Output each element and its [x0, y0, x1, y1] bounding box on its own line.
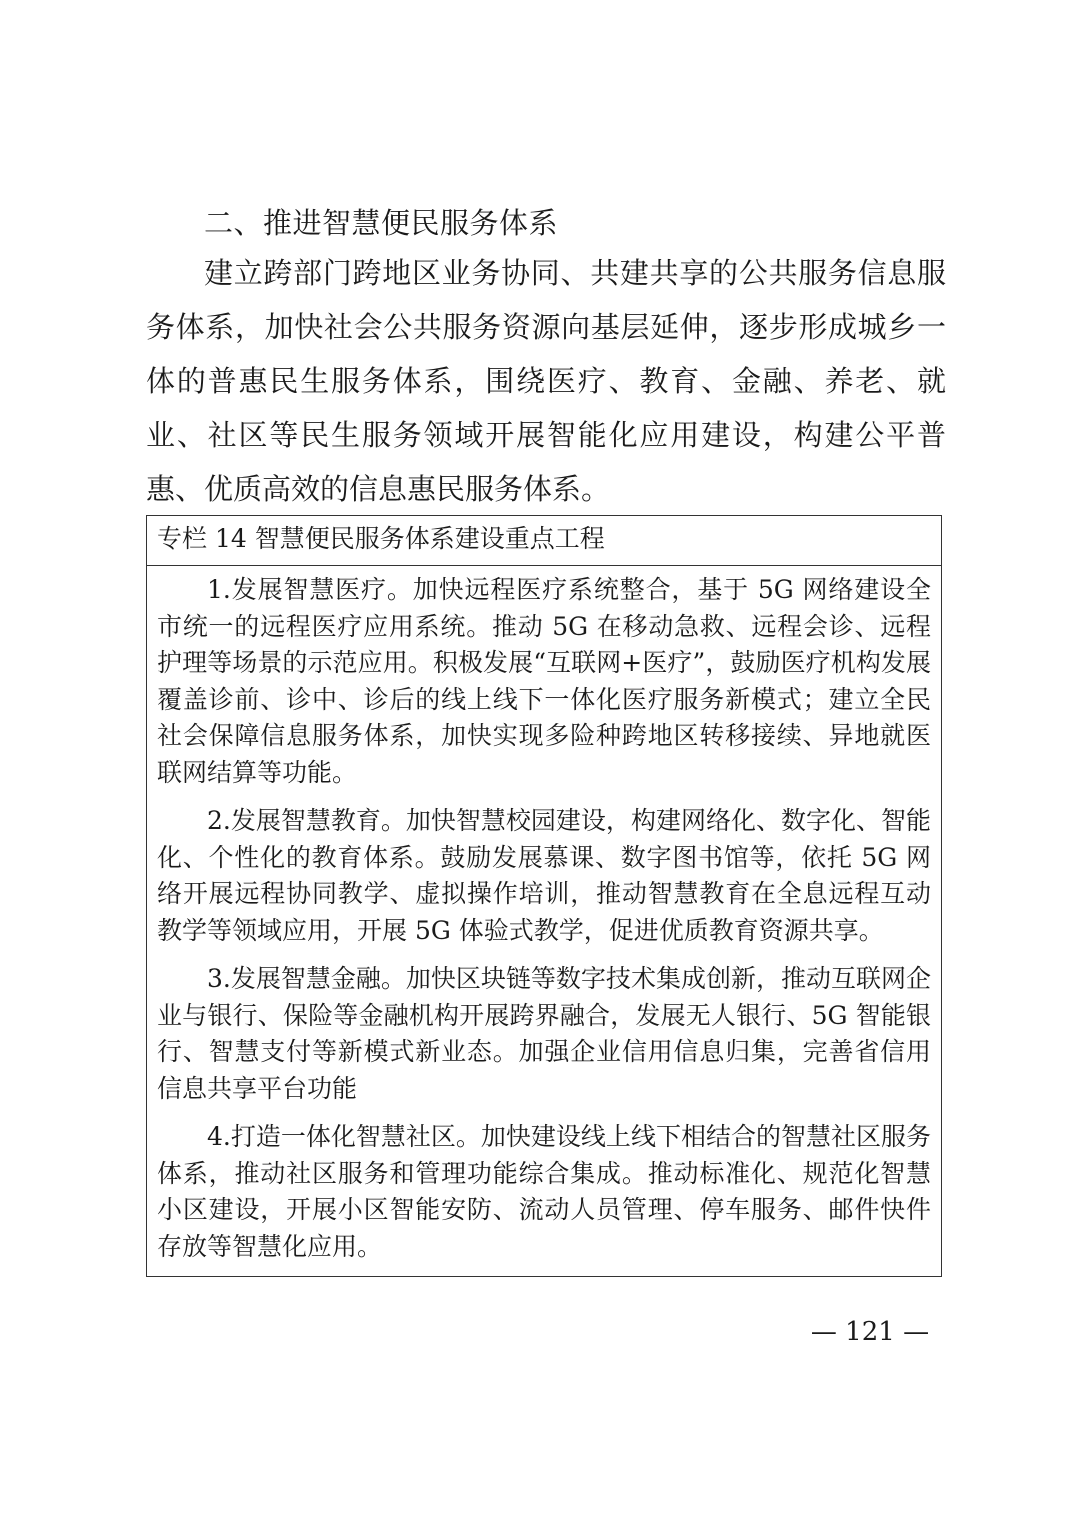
item-smart-healthcare: 1.发展智慧医疗。加快远程医疗系统整合，基于 5G 网络建设全市统一的远程医疗应用系统。推动 5G 在移动急救、远程会诊、远程护理等场景的示范应用。积极发展“互联网+医疗”，鼓励医疗机构发展覆盖诊前、诊中、诊后的线上线下一体化医疗服务新模式；建立全民社会保障信息服务体系，加快实现多险种跨地区转移接续、异地就医联网结算等功能。	[157, 575, 931, 787]
column-box-body	[147, 566, 941, 1265]
intro-paragraph: 建立跨部门跨地区业务协同、共建共享的公共服务信息服务体系，加快社会公共服务资源向基层延伸，逐步形成城乡一体的普惠民生服务体系，围绕医疗、教育、金融、养老、就业、社区等民生服务领域开展智能化应用建设，构建公平普惠、优质高效的信息惠民服务体系。	[146, 256, 946, 506]
item-smart-finance: 3.发展智慧金融。加快区块链等数字技术集成创新，推动互联网企业与银行、保险等金融机构开展跨界融合，发展无人银行、5G 智能银行、智慧支付等新模式新业态。加强企业信用信息归集，完善省信用信息共享平台功能	[157, 964, 931, 1103]
column-box	[146, 515, 942, 1277]
section-heading: 二、推进智慧便民服务体系	[204, 206, 559, 240]
item-smart-community: 4.打造一体化智慧社区。加快建设线上线下相结合的智慧社区服务体系，推动社区服务和管理功能综合集成。推动标准化、规范化智慧小区建设，开展小区智能安防、流动人员管理、停车服务、邮件快件存放等智慧化应用。	[157, 1122, 931, 1261]
item-smart-education: 2.发展智慧教育。加快智慧校园建设，构建网络化、数字化、智能化、个性化的教育体系。鼓励发展慕课、数字图书馆等，依托 5G 网络开展远程协同教学、虚拟操作培训，推动智慧教育在全息远程互动教学等领域应用，开展 5G 体验式教学，促进优质教育资源共享。	[157, 806, 931, 945]
page-number: — 121 —	[810, 1317, 930, 1347]
column-box-title: 专栏 14 智慧便民服务体系建设重点工程	[147, 516, 941, 566]
